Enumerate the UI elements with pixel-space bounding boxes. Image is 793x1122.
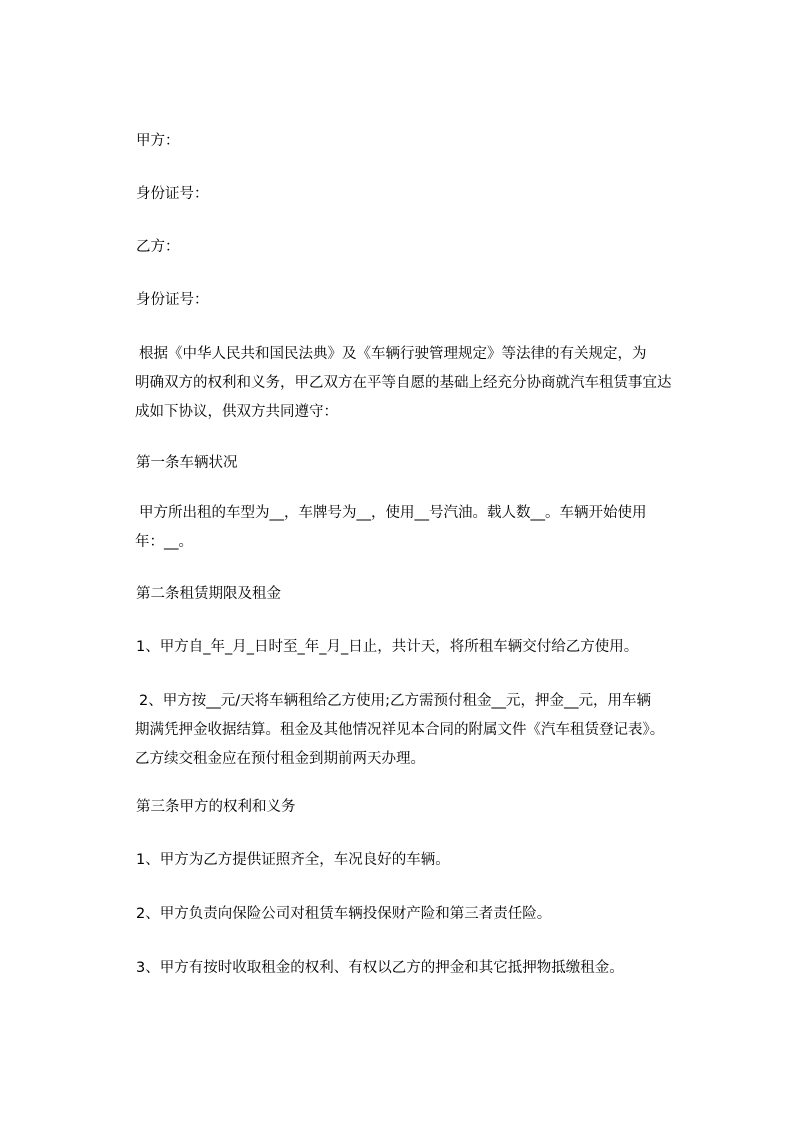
article1-title: 第一条车辆状况 (136, 455, 238, 471)
party-b-label: 乙方： (136, 239, 180, 255)
article2-title: 第二条租赁期限及租金 (136, 586, 281, 602)
party-b-id-label: 身份证号： (136, 292, 209, 308)
article2-item2 (0, 687, 793, 774)
party-a-id-label: 身份证号： (136, 186, 209, 202)
article3-title: 第三条甲方的权利和义务 (136, 799, 296, 815)
article2-item2-line: 2、甲方按__元/天将车辆租给乙方使用;乙方需预付租金__元，押金__元，用车辆 (139, 693, 651, 709)
article1-body-line: 年：__。 (135, 534, 193, 550)
party-a-label: 甲方： (136, 133, 180, 149)
article3-item1: 1、甲方为乙方提供证照齐全，车况良好的车辆。 (136, 852, 450, 868)
preamble-line: 根据《中华人民共和国民法典》及《车辆行驶管理规定》等法律的有关规定，为 (139, 346, 647, 362)
article3-item2: 2、甲方负责向保险公司对租赁车辆投保财产险和第三者责任险。 (136, 906, 552, 922)
preamble-line: 明确双方的权利和义务，甲乙双方在平等自愿的基础上经充分协商就汽车租赁事宜达 (135, 375, 672, 391)
preamble-line: 成如下协议，供双方共同遵守： (135, 404, 338, 420)
article2-item2-line: 乙方续交租金应在预付租金到期前两天办理。 (135, 751, 425, 767)
preamble-paragraph (0, 340, 793, 427)
article1-body (0, 499, 793, 557)
article1-body-line: 甲方所出租的车型为__，车牌号为__，使用__号汽油。载人数__。车辆开始使用 (139, 505, 647, 521)
article3-item3: 3、甲方有按时收取租金的权利、有权以乙方的押金和其它抵押物抵缴租金。 (136, 960, 624, 976)
article2-item2-line: 期满凭押金收据结算。租金及其他情况祥见本合同的附属文件《汽车租赁登记表》。 (135, 722, 665, 738)
article2-item1: 1、甲方自_年_月_日时至_年_月_日止，共计天，将所租车辆交付给乙方使用。 (136, 639, 639, 655)
